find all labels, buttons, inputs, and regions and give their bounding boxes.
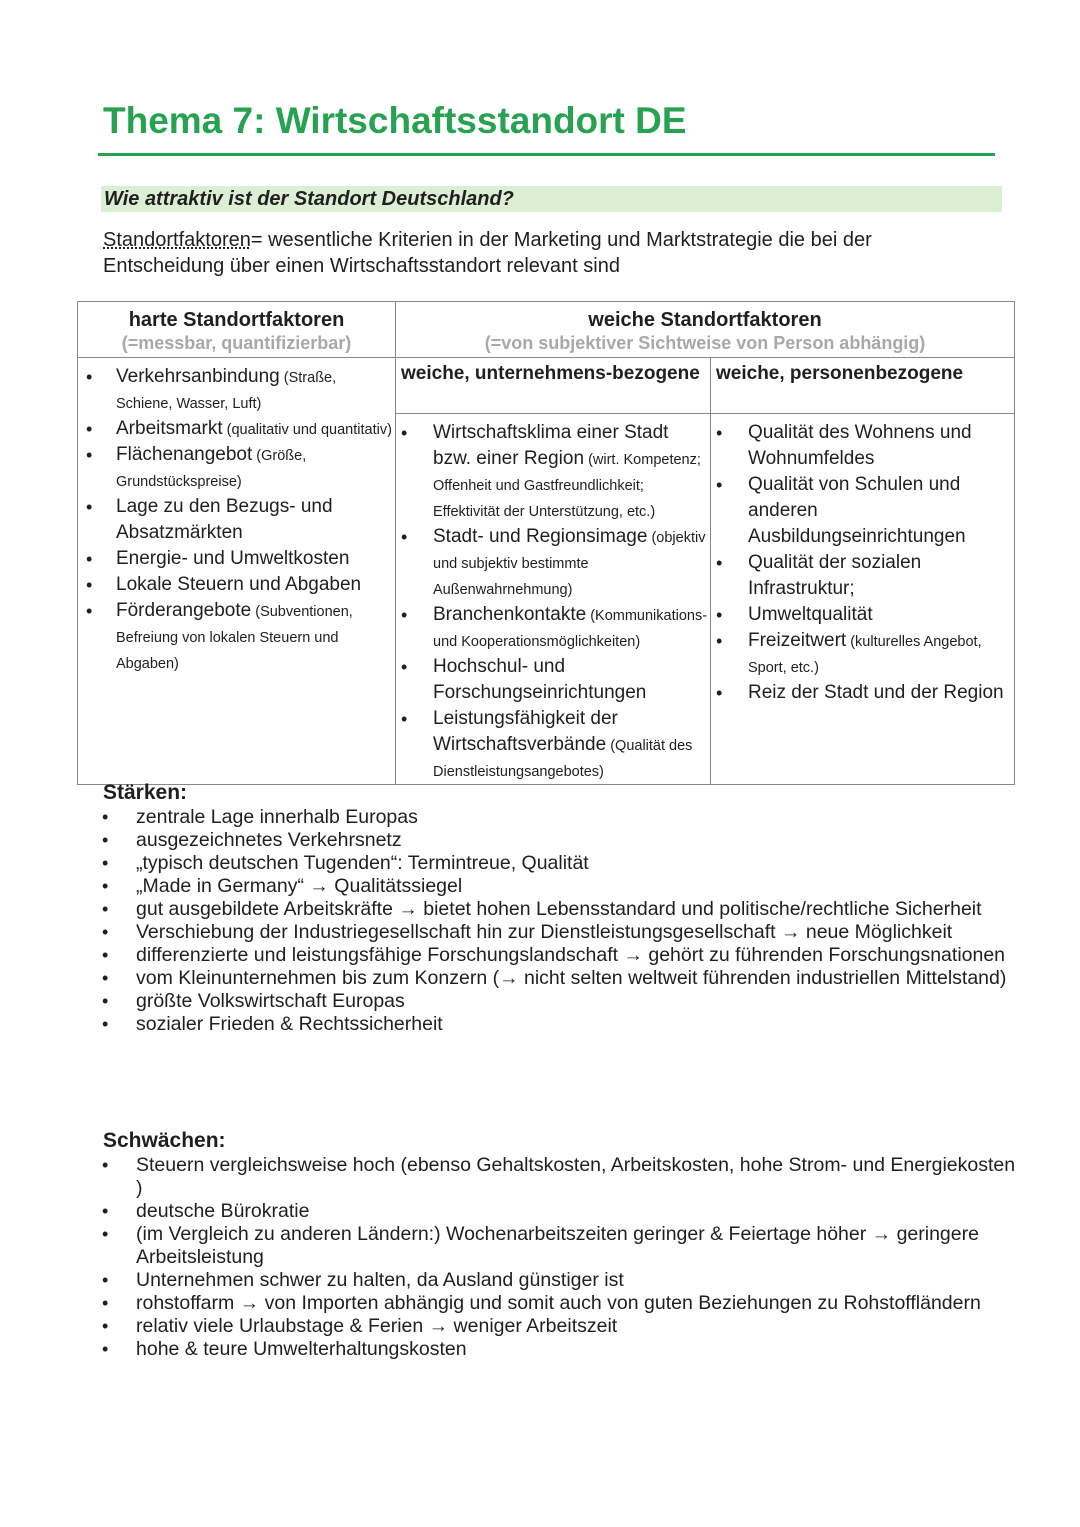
section-question: Wie attraktiv ist der Standort Deutschland? bbox=[101, 186, 1002, 212]
hard-factor-item-main: Flächenangebot bbox=[116, 444, 253, 465]
business-factor-item-main: Wirtschaftsklima einer Stadt bzw. einer Region bbox=[433, 422, 669, 469]
business-factor-item-detail: (Kommunikations- und Kooperationsmöglichkeiten) bbox=[433, 608, 708, 650]
personal-factor-item-main: Qualität der sozialen Infrastruktur; bbox=[748, 552, 922, 599]
strength-item: • „typisch deutschen Tugenden“: Termintreue, Qualität bbox=[136, 852, 1016, 875]
personal-factor-item-main: Umweltqualität bbox=[748, 604, 873, 625]
hard-factor-item bbox=[116, 442, 395, 494]
weakness-item: • relativ viele Urlaubstage & Ferien → weniger Arbeitszeit bbox=[136, 1315, 1016, 1338]
strength-item: • vom Kleinunternehmen bis zum Konzern (→ nicht selten weltweit führenden industriellen Mittelstand) bbox=[136, 967, 1016, 990]
hard-factor-item bbox=[116, 546, 395, 572]
strength-item: • gut ausgebildete Arbeitskräfte → bietet hohen Lebensstandard und politische/rechtliche Sicherheit bbox=[136, 898, 1016, 921]
soft-factors-header-cell bbox=[396, 302, 1015, 358]
weakness-item: • Unternehmen schwer zu halten, da Ausland günstiger ist bbox=[136, 1269, 1016, 1292]
hard-factor-item-detail: (Straße, Schiene, Wasser, Luft) bbox=[116, 370, 337, 412]
hard-factors-list bbox=[116, 364, 395, 676]
hard-factor-item-main: Lage zu den Bezugs- und Absatzmärkten bbox=[116, 496, 333, 543]
business-factor-item bbox=[433, 420, 710, 524]
personal-factors-cell bbox=[711, 414, 1015, 785]
business-factors-header: weiche, unternehmens-bezogene bbox=[396, 358, 711, 414]
weakness-item: • rohstoffarm → von Importen abhängig und somit auch von guten Beziehungen zu Rohstoffländern bbox=[136, 1292, 1016, 1315]
personal-factors-list bbox=[748, 420, 1014, 706]
hard-factor-item-detail: (Größe, Grundstückspreise) bbox=[116, 448, 307, 490]
business-factor-item bbox=[433, 524, 710, 602]
soft-factors-header: weiche Standortfaktoren bbox=[588, 309, 822, 331]
strengths-list bbox=[136, 806, 1016, 1036]
strength-item: • differenzierte und leistungsfähige Forschungslandschaft → gehört zu führenden Forschungsnationen bbox=[136, 944, 1016, 967]
weaknesses-heading: Schwächen: bbox=[103, 1129, 226, 1152]
personal-factor-item-main: Freizeitwert bbox=[748, 630, 847, 651]
business-factor-item-main: Leistungsfähigkeit der Wirtschaftsverbände bbox=[433, 708, 618, 755]
hard-factor-item bbox=[116, 416, 395, 442]
strength-item: • ausgezeichnetes Verkehrsnetz bbox=[136, 829, 1016, 852]
hard-factor-item bbox=[116, 572, 395, 598]
weaknesses-list bbox=[136, 1154, 1016, 1361]
soft-factors-subheader: (=von subjektiver Sichtweise von Person abhängig) bbox=[484, 333, 926, 353]
personal-factor-item bbox=[748, 602, 1014, 628]
strength-item: • „Made in Germany“ → Qualitätssiegel bbox=[136, 875, 1016, 898]
hard-factor-item-main: Arbeitsmarkt bbox=[116, 418, 223, 439]
hard-factor-item bbox=[116, 598, 395, 676]
business-factor-item-detail: (wirt. Kompetenz; Offenheit und Gastfreundlichkeit; Effektivität der Unterstützung, etc.) bbox=[433, 452, 701, 520]
hard-factors-header: harte Standortfaktoren bbox=[128, 309, 345, 331]
hard-factor-item-main: Verkehrsanbindung bbox=[116, 366, 280, 387]
personal-factor-item bbox=[748, 472, 1014, 550]
hard-factor-item-main: Förderangebote bbox=[116, 600, 252, 621]
strength-item: • größte Volkswirtschaft Europas bbox=[136, 990, 1016, 1013]
business-factor-item-detail: (objektiv und subjektiv bestimmte Außenwahrnehmung) bbox=[433, 530, 706, 598]
definition bbox=[103, 227, 993, 279]
hard-factor-item-main: Lokale Steuern und Abgaben bbox=[116, 574, 362, 595]
personal-factor-item bbox=[748, 550, 1014, 602]
hard-factor-item bbox=[116, 364, 395, 416]
hard-factor-item bbox=[116, 494, 395, 546]
personal-factor-item bbox=[748, 420, 1014, 472]
hard-factor-item-detail: (qualitativ und quantitativ) bbox=[222, 422, 392, 438]
weakness-item: • hohe & teure Umwelterhaltungskosten bbox=[136, 1338, 1016, 1361]
personal-factor-item-main: Reiz der Stadt und der Region bbox=[748, 682, 1004, 703]
definition-text: = wesentliche Kriterien in der Marketing und Marktstrategie die bei der Entscheidung über einen Wirtschaftsstandort relevant sind bbox=[103, 229, 872, 277]
personal-factor-item-main: Qualität des Wohnens und Wohnumfeldes bbox=[748, 422, 972, 469]
weakness-item: • Steuern vergleichsweise hoch (ebenso Gehaltskosten, Arbeitskosten, hohe Strom- und Energiekosten ) bbox=[136, 1154, 1016, 1200]
business-factor-item-main: Hochschul- und Forschungseinrichtungen bbox=[433, 656, 647, 703]
strength-item: • Verschiebung der Industriegesellschaft hin zur Dienstleistungsgesellschaft → neue Möglichkeit bbox=[136, 921, 1016, 944]
strengths-heading: Stärken: bbox=[103, 781, 188, 804]
hard-factors-header-cell bbox=[78, 302, 396, 358]
strength-item: • zentrale Lage innerhalb Europas bbox=[136, 806, 1016, 829]
strength-item: • sozialer Frieden & Rechtssicherheit bbox=[136, 1013, 1016, 1036]
business-factors-cell bbox=[396, 414, 711, 785]
hard-factors-subheader: (=messbar, quantifizierbar) bbox=[121, 333, 352, 353]
hard-factor-item-detail: (Subventionen, Befreiung von lokalen Steuern und Abgaben) bbox=[116, 604, 353, 672]
page-title: Thema 7: Wirtschaftsstandort DE bbox=[103, 100, 687, 141]
weakness-item: • (im Vergleich zu anderen Ländern:) Wochenarbeitszeiten geringer & Feiertage höher → geringere Arbeitsleistung bbox=[136, 1223, 1016, 1269]
title-underline bbox=[98, 153, 995, 156]
definition-term: Standortfaktoren bbox=[103, 229, 251, 251]
personal-factor-item-main: Qualität von Schulen und anderen Ausbildungseinrichtungen bbox=[748, 474, 966, 547]
personal-factor-item bbox=[748, 680, 1014, 706]
personal-factor-item bbox=[748, 628, 1014, 680]
weakness-item: • deutsche Bürokratie bbox=[136, 1200, 1016, 1223]
hard-factors-cell bbox=[78, 358, 396, 785]
business-factor-item bbox=[433, 654, 710, 706]
business-factor-item-detail: (Qualität des Dienstleistungsangebotes) bbox=[433, 738, 693, 780]
hard-factor-item-main: Energie- und Umweltkosten bbox=[116, 548, 350, 569]
personal-factors-header: weiche, personenbezogene bbox=[711, 358, 1015, 414]
business-factor-item bbox=[433, 602, 710, 654]
business-factor-item bbox=[433, 706, 710, 784]
personal-factor-item-detail: (kulturelles Angebot, Sport, etc.) bbox=[748, 634, 982, 676]
business-factor-item-main: Branchenkontakte bbox=[433, 604, 587, 625]
location-factors-table bbox=[77, 301, 1015, 785]
business-factor-item-main: Stadt- und Regionsimage bbox=[433, 526, 648, 547]
business-factors-list bbox=[433, 420, 710, 784]
